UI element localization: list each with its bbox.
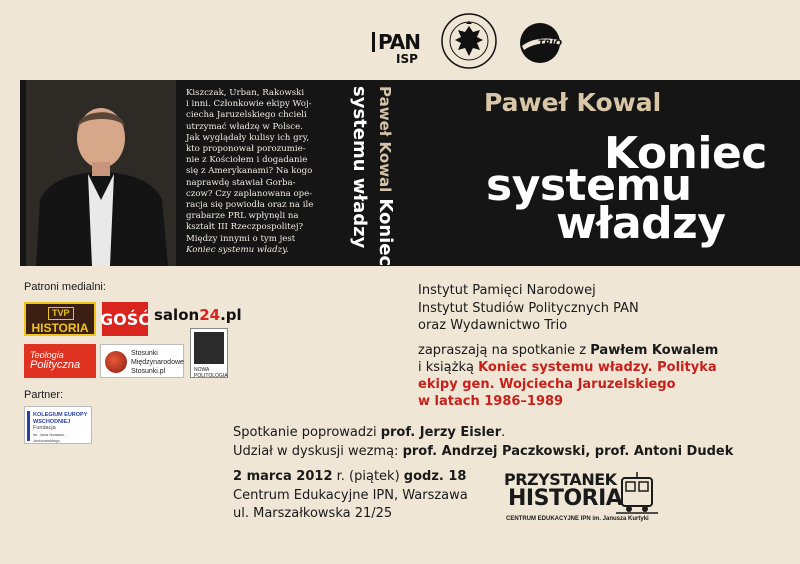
event-day: r. (piątek) [332, 469, 404, 484]
blurb-line: kształt III Rzeczpospolitej? [186, 222, 304, 233]
organizer-trio: oraz Wydawnictwo Trio [418, 318, 568, 333]
spine-title-a: Koniec [375, 198, 396, 266]
tvp-mark: TVP [48, 307, 74, 320]
invite-book-intro: i książką [418, 360, 479, 375]
nowa-politologia-text [194, 367, 228, 379]
stosunki-line-3: Stosunki.pl [131, 368, 166, 375]
blurb-line: ciecha Jaruzelskiego chcieli [186, 110, 307, 121]
meeting-details [233, 424, 733, 461]
partner-label: Partner: [24, 389, 64, 401]
book-blurb [186, 88, 328, 256]
blurb-line: nie z Kościołem i dogadanie [186, 155, 308, 166]
pan-mark: PAN [372, 32, 420, 52]
event-address: ul. Marszałkowska 21/25 [233, 506, 393, 521]
nowa-line-2: POLITOLOGIA [194, 373, 228, 379]
cover-title-line-1: Koniec [604, 128, 767, 179]
blurb-line: Jak wyglądały kulisy ich gry, [186, 132, 310, 143]
teologia-line-1: Teologia [30, 350, 64, 360]
spine-title-b: systemu władzy [349, 86, 370, 249]
salon-24: 24 [199, 306, 221, 324]
panel-label: Udział w dyskusji wezmą: [233, 443, 403, 459]
moderator-name: prof. Jerzy Eisler [380, 425, 502, 440]
blurb-line: utrzymać władzę w Polsce. [186, 121, 303, 132]
invite-guest: Pawłem Kowalem [590, 343, 719, 358]
tvp-historia-text: HISTORIA [31, 321, 89, 335]
invite-line-2 [418, 359, 788, 376]
svg-text:TRIO: TRIO [538, 39, 563, 49]
author-photo [26, 80, 176, 266]
salon24-logo [154, 306, 242, 324]
przystanek-line-1: PRZYSTANEK [504, 470, 617, 489]
blurb-line: Kiszczak, Urban, Rakowski [186, 88, 305, 98]
pan-isp-logo [366, 22, 426, 66]
spine-line-1 [375, 86, 396, 266]
event-venue: Centrum Edukacyjne IPN, Warszawa [233, 487, 468, 503]
author-portrait-icon [26, 80, 176, 266]
event-date: 2 marca 2012 [233, 469, 333, 484]
moderator-label: Spotkanie poprowadzi [233, 425, 381, 440]
teologia-polityczna-logo [24, 344, 96, 378]
blurb-line: się z Amerykanami? Na kogo [186, 166, 313, 177]
tram-icon [614, 472, 658, 514]
blurb-line: racja się powiodła oraz na ile [186, 200, 314, 211]
salon-pl: .pl [220, 306, 242, 324]
globe-icon [105, 351, 127, 373]
book-title-1: Koniec systemu władzy. Polityka [478, 360, 717, 375]
przystanek-line-2: HISTORIA [508, 486, 623, 511]
partner-logos [366, 12, 566, 72]
gosc-niedzielny-logo: GOŚĆ [102, 302, 148, 336]
panel-names: prof. Andrzej Paczkowski, prof. Antoni Dudek [402, 443, 734, 459]
book-title-2: ekipy gen. Wojciecha Jaruzelskiego [418, 377, 676, 392]
invitation-text [418, 342, 788, 410]
lectern-icon [194, 332, 224, 364]
invite-intro: zapraszają na spotkanie z [418, 343, 591, 358]
invite-line-1 [418, 342, 788, 359]
spine-author: Paweł Kowal [376, 86, 394, 193]
date-line [233, 468, 468, 487]
ipn-eagle-icon [440, 12, 498, 70]
kolegium-bar-icon [27, 411, 30, 441]
blurb-line: naprawdę stawiał Gorba- [186, 177, 296, 188]
trio-swoosh-icon [518, 20, 568, 66]
kolegium-line-2: WSCHODNIEJ [33, 418, 71, 425]
media-patrons-label: Patroni medialni: [24, 281, 106, 293]
tvp-historia-logo [24, 302, 96, 336]
blurb-line: grabarze PRL wpłynęli na [186, 211, 299, 222]
przystanek-line-3: CENTRUM EDUKACYJNE IPN im. Janusza Kurtyki [506, 516, 649, 522]
nowa-politologia-logo [190, 328, 228, 378]
stosunki-line-1: Stosunki [131, 350, 158, 357]
moderator-line [233, 424, 733, 443]
isp-mark: ISP [396, 52, 418, 66]
blurb-book-title: Koniec systemu władzy. [186, 244, 289, 255]
organizer-ipn: Instytut Pamięci Narodowej [418, 283, 596, 298]
kolegium-text [33, 412, 91, 445]
event-time: godz. 18 [403, 469, 467, 484]
teologia-line-2: Polityczna [30, 359, 81, 371]
blurb-line: i inni. Członkowie ekipy Woj- [186, 99, 312, 110]
nowa-line-1: NOWA [194, 367, 210, 373]
trio-logo [518, 20, 568, 66]
ipn-seal-logo [440, 12, 498, 70]
blurb-line: kto proponował porozumie- [186, 144, 306, 155]
kolegium-line-4: im. Jana Nowaka - Jeziorańskiego [33, 431, 67, 443]
blurb-line: Między innymi o tym jest [186, 233, 296, 244]
cover-title-line-3: władzy [556, 198, 726, 249]
stosunki-miedzynarodowe-logo [100, 344, 184, 378]
book-title-3: w latach 1986–1989 [418, 394, 564, 409]
organizers [418, 282, 639, 335]
cover-title-line-2: systemu [486, 160, 692, 211]
book-spine [340, 80, 400, 266]
stosunki-line-2: Międzynarodowe [131, 359, 184, 366]
moderator-end: . [501, 425, 506, 440]
kolegium-europy-wschodniej-logo [24, 406, 92, 444]
blurb-line: czow? Czy zaplanowana ope- [186, 188, 313, 199]
kolegium-line-1: KOLEGIUM EUROPY [33, 412, 88, 418]
kolegium-line-3: Fundacja [33, 425, 56, 431]
salon-text: salon [154, 306, 200, 324]
cover-author: Paweł Kowal [484, 88, 662, 117]
event-details [233, 468, 468, 524]
przystanek-historia-logo [504, 470, 664, 530]
organizer-isp-pan: Instytut Studiów Politycznych PAN [418, 300, 639, 316]
panel-line [233, 443, 733, 462]
